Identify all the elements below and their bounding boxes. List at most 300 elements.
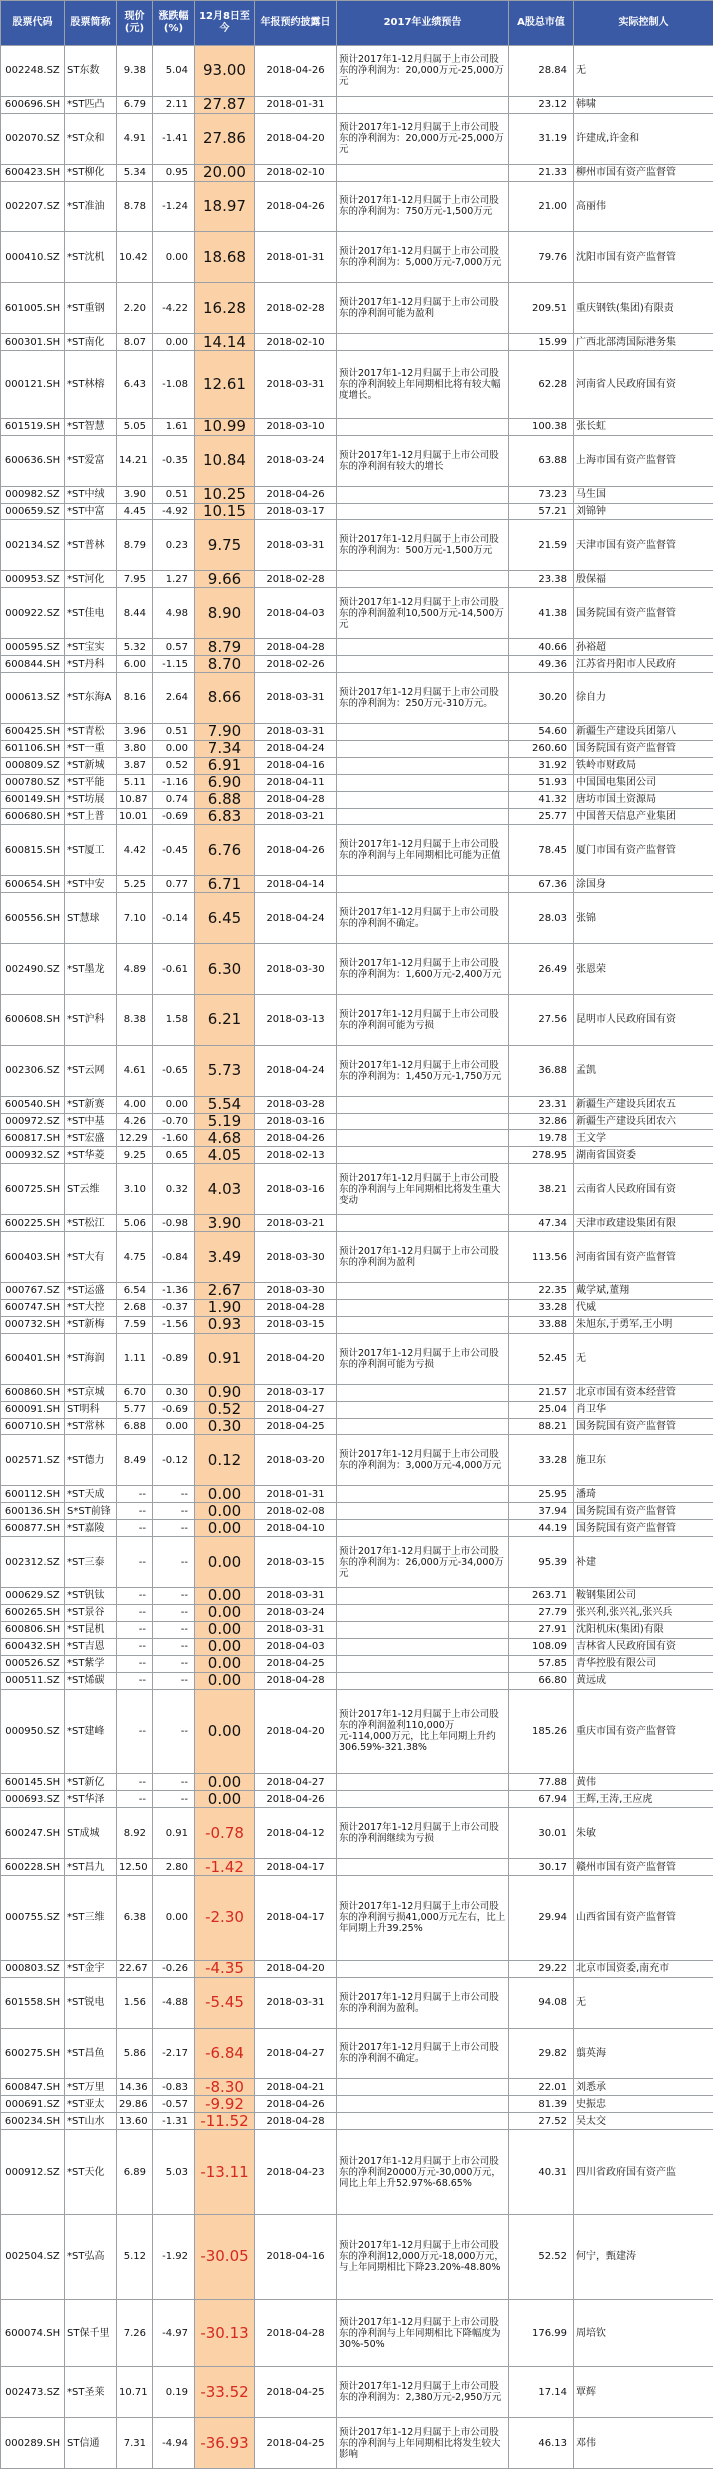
- cell-report-date: 2018-04-27: [255, 1774, 337, 1791]
- cell-forecast: 预计2017年1-12月归属于上市公司股东的净利润为：1,600万元-2,400万元: [337, 944, 509, 995]
- cell-market-cap: 78.45: [509, 825, 574, 876]
- cell-forecast: [337, 486, 509, 503]
- cell-report-date: 2018-03-24: [255, 435, 337, 486]
- cell-report-date: 2018-04-24: [255, 893, 337, 944]
- header-price[interactable]: 现价(元): [117, 1, 153, 46]
- cell-market-cap: 33.28: [509, 1435, 574, 1486]
- cell-change: 0.57: [153, 639, 195, 656]
- cell-controller: 上海市国有资产监督管: [574, 435, 713, 486]
- cell-forecast: [337, 1215, 509, 1232]
- cell-report-date: 2018-04-21: [255, 2079, 337, 2096]
- table-row[interactable]: [1, 1537, 713, 1588]
- table-row[interactable]: [1, 2113, 713, 2130]
- table-row[interactable]: [1, 2214, 713, 2299]
- cell-code: 600696.SH: [1, 96, 65, 113]
- cell-change: --: [153, 1604, 195, 1621]
- header-forecast[interactable]: 2017年业绩预告: [337, 1, 509, 46]
- cell-code: 000755.SZ: [1, 1875, 65, 1960]
- cell-report-date: 2018-04-26: [255, 1791, 337, 1808]
- cell-market-cap: 185.26: [509, 1689, 574, 1774]
- cell-since-dec8: 8.79: [195, 639, 255, 656]
- cell-market-cap: 23.12: [509, 96, 574, 113]
- table-row[interactable]: [1, 2079, 713, 2096]
- header-since-dec8[interactable]: 12月8日至今: [195, 1, 255, 46]
- cell-change: -1.24: [153, 181, 195, 232]
- cell-price: 5.11: [117, 774, 153, 791]
- cell-change: 0.30: [153, 1384, 195, 1401]
- header-controller[interactable]: 实际控制人: [574, 1, 713, 46]
- table-row[interactable]: [1, 723, 713, 740]
- cell-controller: 无: [574, 1977, 713, 2028]
- cell-since-dec8: 93.00: [195, 46, 255, 97]
- cell-change: -1.56: [153, 1316, 195, 1333]
- table-row[interactable]: [1, 96, 713, 113]
- table-row[interactable]: [1, 1875, 713, 1960]
- cell-change: --: [153, 1503, 195, 1520]
- cell-code: 600844.SH: [1, 656, 65, 673]
- cell-name: *ST匹凸: [65, 96, 117, 113]
- cell-report-date: 2018-03-21: [255, 808, 337, 825]
- cell-name: *ST山水: [65, 2113, 117, 2130]
- header-report-date[interactable]: 年报预约披露日: [255, 1, 337, 46]
- cell-controller: 鞍钢集团公司: [574, 1587, 713, 1604]
- cell-change: 0.23: [153, 520, 195, 571]
- table-row[interactable]: [1, 1774, 713, 1791]
- table-row[interactable]: [1, 639, 713, 656]
- table-row[interactable]: [1, 1215, 713, 1232]
- cell-since-dec8: -4.35: [195, 1960, 255, 1977]
- cell-controller: 韩啸: [574, 96, 713, 113]
- cell-forecast: 预计2017年1-12月归属于上市公司股东的净利润为：20,000万元-25,000万元: [337, 46, 509, 97]
- table-row[interactable]: [1, 435, 713, 486]
- cell-since-dec8: 10.84: [195, 435, 255, 486]
- cell-report-date: 2018-02-10: [255, 334, 337, 351]
- cell-forecast: 预计2017年1-12月归属于上市公司股东的净利润为：750万元-1,500万元: [337, 181, 509, 232]
- cell-forecast: [337, 1486, 509, 1503]
- cell-code: 600401.SH: [1, 1333, 65, 1384]
- table-row[interactable]: [1, 2299, 713, 2367]
- cell-since-dec8: 2.67: [195, 1282, 255, 1299]
- table-row[interactable]: [1, 1587, 713, 1604]
- cell-change: -2.17: [153, 2028, 195, 2079]
- table-row[interactable]: [1, 351, 713, 419]
- cell-since-dec8: 8.90: [195, 588, 255, 639]
- cell-market-cap: 67.36: [509, 876, 574, 893]
- cell-market-cap: 88.21: [509, 1418, 574, 1435]
- table-row[interactable]: [1, 232, 713, 283]
- table-row[interactable]: [1, 1604, 713, 1621]
- cell-change: 0.00: [153, 1875, 195, 1960]
- table-row[interactable]: [1, 1333, 713, 1384]
- cell-since-dec8: -36.93: [195, 2418, 255, 2469]
- cell-report-date: 2018-04-10: [255, 1520, 337, 1537]
- cell-since-dec8: 6.30: [195, 944, 255, 995]
- cell-price: 6.70: [117, 1384, 153, 1401]
- table-row[interactable]: [1, 1503, 713, 1520]
- table-row[interactable]: [1, 1486, 713, 1503]
- table-row[interactable]: [1, 520, 713, 571]
- cell-forecast: 预计2017年1-12月归属于上市公司股东的净利润亏损41,000万元左右，比上年同期上升39.25%: [337, 1875, 509, 1960]
- cell-price: 3.96: [117, 723, 153, 740]
- cell-controller: 国务院国有资产监督管: [574, 1520, 713, 1537]
- cell-code: 600877.SH: [1, 1520, 65, 1537]
- cell-forecast: [337, 1418, 509, 1435]
- cell-report-date: 2018-04-20: [255, 1333, 337, 1384]
- cell-forecast: 预计2017年1-12月归属于上市公司股东的净利润为：2,380万元-2,950万元: [337, 2367, 509, 2418]
- cell-market-cap: 73.23: [509, 486, 574, 503]
- cell-controller: 殷保福: [574, 571, 713, 588]
- cell-forecast: 预计2017年1-12月归属于上市公司股东的净利润继续为亏损: [337, 1808, 509, 1859]
- cell-report-date: 2018-03-17: [255, 1384, 337, 1401]
- cell-controller: 河南省人民政府国有资: [574, 351, 713, 419]
- cell-name: *ST天成: [65, 1486, 117, 1503]
- cell-controller: 中国国电集团公司: [574, 774, 713, 791]
- table-row[interactable]: [1, 113, 713, 164]
- cell-controller: 山西省国有资产监督管: [574, 1875, 713, 1960]
- cell-name: ST东数: [65, 46, 117, 97]
- cell-forecast: [337, 791, 509, 808]
- cell-controller: 戴学斌,董翔: [574, 1282, 713, 1299]
- cell-code: 600275.SH: [1, 2028, 65, 2079]
- cell-name: *ST华菱: [65, 1147, 117, 1164]
- cell-code: 000953.SZ: [1, 571, 65, 588]
- table-row[interactable]: [1, 994, 713, 1045]
- cell-market-cap: 41.32: [509, 791, 574, 808]
- table-row[interactable]: [1, 1232, 713, 1283]
- cell-name: *ST林榕: [65, 351, 117, 419]
- cell-code: 600423.SH: [1, 164, 65, 181]
- table-row[interactable]: [1, 774, 713, 791]
- cell-code: 000803.SZ: [1, 1960, 65, 1977]
- cell-price: 4.61: [117, 1045, 153, 1096]
- cell-forecast: [337, 503, 509, 520]
- table-row[interactable]: [1, 1621, 713, 1638]
- cell-name: *ST南化: [65, 334, 117, 351]
- cell-change: 1.61: [153, 418, 195, 435]
- cell-since-dec8: 6.21: [195, 994, 255, 1045]
- cell-change: -0.84: [153, 1232, 195, 1283]
- table-row[interactable]: [1, 283, 713, 334]
- cell-market-cap: 25.95: [509, 1486, 574, 1503]
- cell-since-dec8: 10.99: [195, 418, 255, 435]
- table-row[interactable]: [1, 46, 713, 97]
- cell-code: 000950.SZ: [1, 1689, 65, 1774]
- cell-name: *ST重钢: [65, 283, 117, 334]
- cell-change: 0.65: [153, 1147, 195, 1164]
- cell-report-date: 2018-04-12: [255, 1808, 337, 1859]
- cell-change: --: [153, 1655, 195, 1672]
- cell-report-date: 2018-02-13: [255, 1147, 337, 1164]
- cell-code: 002473.SZ: [1, 2367, 65, 2418]
- cell-forecast: 预计2017年1-12月归属于上市公司股东的净利润与上年同期相比将发生较大影响: [337, 2418, 509, 2469]
- cell-forecast: [337, 1401, 509, 1418]
- cell-since-dec8: 14.14: [195, 334, 255, 351]
- cell-market-cap: 52.45: [509, 1333, 574, 1384]
- cell-change: 0.00: [153, 232, 195, 283]
- table-row[interactable]: [1, 418, 713, 435]
- cell-code: 002571.SZ: [1, 1435, 65, 1486]
- cell-change: --: [153, 1486, 195, 1503]
- cell-code: 600425.SH: [1, 723, 65, 740]
- table-row[interactable]: [1, 1164, 713, 1215]
- cell-name: *ST新城: [65, 757, 117, 774]
- cell-change: 2.11: [153, 96, 195, 113]
- cell-since-dec8: 0.00: [195, 1689, 255, 1774]
- cell-price: 5.25: [117, 876, 153, 893]
- table-row[interactable]: [1, 1113, 713, 1130]
- cell-price: 5.32: [117, 639, 153, 656]
- cell-controller: 吉林省人民政府国有资: [574, 1638, 713, 1655]
- cell-market-cap: 209.51: [509, 283, 574, 334]
- cell-since-dec8: 12.61: [195, 351, 255, 419]
- header-code[interactable]: 股票代码: [1, 1, 65, 46]
- table-row[interactable]: [1, 1977, 713, 2028]
- table-row[interactable]: [1, 1130, 713, 1147]
- cell-controller: 徐自力: [574, 672, 713, 723]
- cell-market-cap: 27.52: [509, 2113, 574, 2130]
- cell-forecast: 预计2017年1-12月归属于上市公司股东的净利润与上年同期相比将发生重大变动: [337, 1164, 509, 1215]
- table-row[interactable]: [1, 1960, 713, 1977]
- cell-name: *ST弘高: [65, 2214, 117, 2299]
- cell-report-date: 2018-04-27: [255, 2028, 337, 2079]
- cell-code: 600680.SH: [1, 808, 65, 825]
- table-row[interactable]: [1, 740, 713, 757]
- cell-since-dec8: 0.93: [195, 1316, 255, 1333]
- cell-change: --: [153, 1689, 195, 1774]
- table-row[interactable]: [1, 1655, 713, 1672]
- cell-report-date: 2018-02-08: [255, 1503, 337, 1520]
- cell-controller: 邓伟: [574, 2418, 713, 2469]
- table-row[interactable]: [1, 825, 713, 876]
- cell-price: 3.80: [117, 740, 153, 757]
- cell-market-cap: 27.79: [509, 1604, 574, 1621]
- cell-forecast: [337, 571, 509, 588]
- cell-price: 3.87: [117, 757, 153, 774]
- cell-price: 5.06: [117, 1215, 153, 1232]
- cell-change: -1.15: [153, 656, 195, 673]
- table-row[interactable]: [1, 588, 713, 639]
- cell-since-dec8: 4.68: [195, 1130, 255, 1147]
- table-row[interactable]: [1, 757, 713, 774]
- table-row[interactable]: [1, 808, 713, 825]
- cell-name: S*ST前锋: [65, 1503, 117, 1520]
- cell-price: 5.05: [117, 418, 153, 435]
- cell-price: --: [117, 1774, 153, 1791]
- table-row[interactable]: [1, 1096, 713, 1113]
- cell-controller: 黄伟: [574, 1774, 713, 1791]
- cell-controller: 张锦: [574, 893, 713, 944]
- cell-price: 29.86: [117, 2096, 153, 2113]
- table-row[interactable]: [1, 503, 713, 520]
- table-row[interactable]: [1, 1435, 713, 1486]
- header-market-cap[interactable]: A股总市值: [509, 1, 574, 46]
- cell-name: *ST三泰: [65, 1537, 117, 1588]
- cell-change: --: [153, 1774, 195, 1791]
- cell-report-date: 2018-04-20: [255, 113, 337, 164]
- table-row[interactable]: [1, 2028, 713, 2079]
- cell-controller: 国务院国有资产监督管: [574, 1418, 713, 1435]
- table-row[interactable]: [1, 181, 713, 232]
- cell-since-dec8: 0.00: [195, 1537, 255, 1588]
- cell-report-date: 2018-04-14: [255, 876, 337, 893]
- cell-market-cap: 21.33: [509, 164, 574, 181]
- table-row[interactable]: [1, 876, 713, 893]
- cell-forecast: 预计2017年1-12月归属于上市公司股东的净利润与上年同期相比可能为正值: [337, 825, 509, 876]
- cell-name: *ST金宇: [65, 1960, 117, 1977]
- cell-price: 7.26: [117, 2299, 153, 2367]
- table-row[interactable]: [1, 2096, 713, 2113]
- table-row[interactable]: [1, 1859, 713, 1876]
- cell-market-cap: 22.01: [509, 2079, 574, 2096]
- cell-name: *ST厦工: [65, 825, 117, 876]
- cell-market-cap: 31.19: [509, 113, 574, 164]
- cell-forecast: [337, 164, 509, 181]
- cell-since-dec8: 0.00: [195, 1587, 255, 1604]
- cell-forecast: [337, 418, 509, 435]
- cell-market-cap: 29.22: [509, 1960, 574, 1977]
- table-row[interactable]: [1, 1282, 713, 1299]
- cell-since-dec8: 0.00: [195, 1486, 255, 1503]
- cell-change: 0.91: [153, 1808, 195, 1859]
- table-row[interactable]: [1, 1147, 713, 1164]
- table-row[interactable]: [1, 893, 713, 944]
- cell-change: -0.69: [153, 1401, 195, 1418]
- cell-code: 000595.SZ: [1, 639, 65, 656]
- cell-report-date: 2018-04-28: [255, 1672, 337, 1689]
- cell-controller: 吴太交: [574, 2113, 713, 2130]
- table-row[interactable]: [1, 1672, 713, 1689]
- cell-code: 600265.SH: [1, 1604, 65, 1621]
- table-row[interactable]: [1, 1384, 713, 1401]
- cell-name: *ST青松: [65, 723, 117, 740]
- cell-since-dec8: 5.54: [195, 1096, 255, 1113]
- table-row[interactable]: [1, 1791, 713, 1808]
- cell-controller: 王辉,王涛,王应虎: [574, 1791, 713, 1808]
- cell-report-date: 2018-03-31: [255, 672, 337, 723]
- table-row[interactable]: [1, 944, 713, 995]
- cell-market-cap: 40.66: [509, 639, 574, 656]
- cell-market-cap: 27.91: [509, 1621, 574, 1638]
- table-row[interactable]: [1, 791, 713, 808]
- cell-controller: 张恩荣: [574, 944, 713, 995]
- cell-controller: 朱敏: [574, 1808, 713, 1859]
- table-row[interactable]: [1, 1638, 713, 1655]
- table-row[interactable]: [1, 486, 713, 503]
- cell-controller: 潘琦: [574, 1486, 713, 1503]
- cell-change: 0.77: [153, 876, 195, 893]
- cell-forecast: [337, 808, 509, 825]
- table-row[interactable]: [1, 334, 713, 351]
- cell-name: ST保千里: [65, 2299, 117, 2367]
- cell-since-dec8: 20.00: [195, 164, 255, 181]
- cell-price: 5.12: [117, 2214, 153, 2299]
- table-header: [1, 1, 713, 46]
- cell-code: 600247.SH: [1, 1808, 65, 1859]
- cell-code: 600145.SH: [1, 1774, 65, 1791]
- table-row[interactable]: [1, 164, 713, 181]
- cell-since-dec8: 6.91: [195, 757, 255, 774]
- cell-market-cap: 54.60: [509, 723, 574, 740]
- cell-controller: 唐坊市国土资源局: [574, 791, 713, 808]
- cell-forecast: [337, 1587, 509, 1604]
- cell-change: -0.61: [153, 944, 195, 995]
- cell-market-cap: 33.28: [509, 1299, 574, 1316]
- table-row[interactable]: [1, 2130, 713, 2215]
- cell-since-dec8: -9.92: [195, 2096, 255, 2113]
- header-name[interactable]: 股票简称: [65, 1, 117, 46]
- cell-controller: 厦门市国有资产监督管: [574, 825, 713, 876]
- cell-name: *ST新亿: [65, 1774, 117, 1791]
- cell-price: 8.44: [117, 588, 153, 639]
- cell-name: *ST亚太: [65, 2096, 117, 2113]
- cell-price: --: [117, 1486, 153, 1503]
- cell-forecast: 预计2017年1-12月归属于上市公司股东的净利润为：250万元-310万元。: [337, 672, 509, 723]
- table-row[interactable]: [1, 2367, 713, 2418]
- cell-name: *ST丹科: [65, 656, 117, 673]
- cell-name: *ST景谷: [65, 1604, 117, 1621]
- cell-forecast: [337, 1672, 509, 1689]
- cell-since-dec8: 3.49: [195, 1232, 255, 1283]
- table-row[interactable]: [1, 656, 713, 673]
- cell-report-date: 2018-03-17: [255, 503, 337, 520]
- table-row[interactable]: [1, 1401, 713, 1418]
- table-row[interactable]: [1, 2418, 713, 2469]
- table-row[interactable]: [1, 1520, 713, 1537]
- cell-price: --: [117, 1587, 153, 1604]
- cell-controller: 河南省国有资产监督管: [574, 1232, 713, 1283]
- cell-code: 600432.SH: [1, 1638, 65, 1655]
- cell-price: 10.42: [117, 232, 153, 283]
- cell-since-dec8: 10.25: [195, 486, 255, 503]
- cell-forecast: [337, 1604, 509, 1621]
- cell-price: 4.00: [117, 1096, 153, 1113]
- cell-forecast: [337, 1960, 509, 1977]
- cell-report-date: 2018-03-31: [255, 1587, 337, 1604]
- cell-change: -1.31: [153, 2113, 195, 2130]
- cell-controller: 江苏省丹阳市人民政府: [574, 656, 713, 673]
- cell-forecast: 预计2017年1-12月归属于上市公司股东的净利润为：3,000万元-4,000万元: [337, 1435, 509, 1486]
- cell-since-dec8: 16.28: [195, 283, 255, 334]
- cell-forecast: 预计2017年1-12月归属于上市公司股东的净利润为：500万元-1,500万元: [337, 520, 509, 571]
- cell-code: 600636.SH: [1, 435, 65, 486]
- cell-market-cap: 51.93: [509, 774, 574, 791]
- cell-name: *ST万里: [65, 2079, 117, 2096]
- cell-forecast: [337, 757, 509, 774]
- cell-change: --: [153, 1621, 195, 1638]
- cell-report-date: 2018-04-28: [255, 791, 337, 808]
- cell-since-dec8: 6.90: [195, 774, 255, 791]
- table-row[interactable]: [1, 1808, 713, 1859]
- table-row[interactable]: [1, 1045, 713, 1096]
- table-row[interactable]: [1, 1689, 713, 1774]
- cell-price: --: [117, 1791, 153, 1808]
- cell-controller: 北京市国有资本经营管: [574, 1384, 713, 1401]
- table-row[interactable]: [1, 672, 713, 723]
- header-change[interactable]: 涨跌幅(%): [153, 1, 195, 46]
- table-row[interactable]: [1, 571, 713, 588]
- cell-code: 000289.SH: [1, 2418, 65, 2469]
- cell-report-date: 2018-03-30: [255, 944, 337, 995]
- cell-code: 600815.SH: [1, 825, 65, 876]
- cell-market-cap: 30.17: [509, 1859, 574, 1876]
- table-row[interactable]: [1, 1316, 713, 1333]
- cell-report-date: 2018-04-03: [255, 1638, 337, 1655]
- table-row[interactable]: [1, 1418, 713, 1435]
- cell-market-cap: 30.01: [509, 1808, 574, 1859]
- table-row[interactable]: [1, 1299, 713, 1316]
- cell-code: 600556.SH: [1, 893, 65, 944]
- cell-report-date: 2018-01-31: [255, 1486, 337, 1503]
